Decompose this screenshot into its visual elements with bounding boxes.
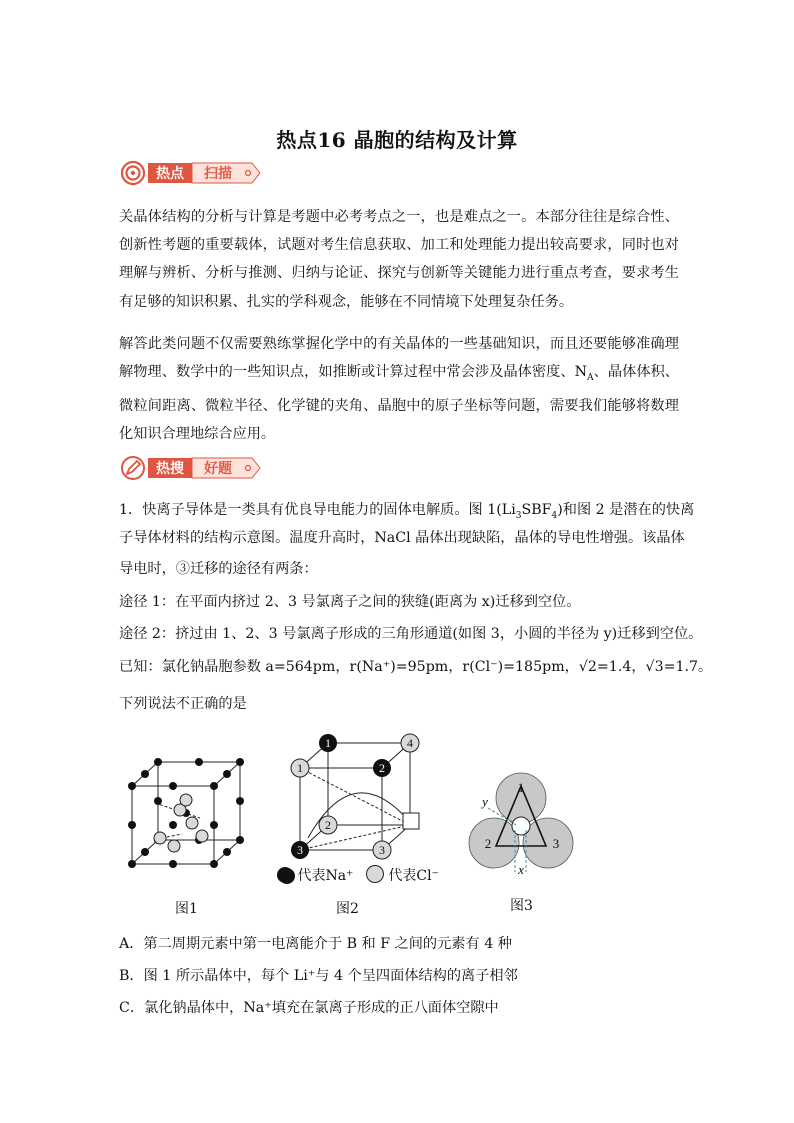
fig3-label: y <box>482 794 488 809</box>
question-stem-line-1: 1．快离子导体是一类具有优良导电能力的固体电解质。图 $1(Li_3SBF_4)$和图 2 是潜在的快离 <box>119 502 695 521</box>
question-ask: 下列说法不正确的是 <box>119 696 247 712</box>
known-values: 已知：氯化钠晶胞参数 a=564pm，r(Na⁺)=95pm，r(Cl⁻)=185pm，√2=1.4，√3=1.7。 <box>119 659 713 675</box>
route-1: 途径 1：在平面内挤过 2、3 号氯离子之间的狭缝(距离为 x)迁移到空位。 <box>119 594 581 610</box>
figure-2-legend <box>277 865 439 885</box>
pencil-icon <box>122 457 144 479</box>
hot-scan-badge <box>120 160 260 186</box>
question-stem-line-2: 子导体材料的结构示意图。温度升高时，NaCl 晶体出现缺陷，晶体的导电性增强。该晶体 <box>119 530 685 546</box>
route-2: 途径 2：挤过由 1、2、3 号氯离子形成的三角形通道(如图 3，小圆的半径为 y)迁移到空位。 <box>119 626 703 642</box>
badge-right-text: 好题 <box>204 461 232 477</box>
na-legend-marker <box>277 867 293 883</box>
hot-search-badge <box>120 455 260 481</box>
option-a: A．第二周期元素中第一电离能介于 B 和 F 之间的元素有 4 种 <box>119 936 512 952</box>
fig3-label: 3 <box>552 836 560 851</box>
figure-2-diagram <box>283 728 443 888</box>
figure-1-diagram <box>120 748 260 878</box>
option-c: C．氯化钠晶体中，Na⁺填充在氯离子形成的正八面体空隙中 <box>119 1000 499 1016</box>
figure-3-caption: 图3 <box>510 898 533 914</box>
na-legend-label: 代表Na⁺ <box>297 868 354 884</box>
figure-1-caption: 图1 <box>175 901 198 917</box>
figure-2-caption: 图2 <box>336 901 359 917</box>
option-b: B．图 1 所示晶体中，每个 Li⁺与 4 个呈四面体结构的离子相邻 <box>119 968 518 984</box>
fig3-label: 2 <box>484 836 492 851</box>
figure-3-diagram <box>468 768 578 878</box>
fig3-label: x <box>518 862 524 877</box>
target-icon <box>122 162 144 184</box>
fig2-label: 1 <box>325 736 331 750</box>
badge-right-text: 扫描 <box>204 166 232 182</box>
cl-legend-marker <box>366 865 384 883</box>
fig2-label: 2 <box>379 761 385 775</box>
question-stem-line-3: 导电时，③迁移的途径有两条： <box>119 561 318 577</box>
intro-paragraph-2: 解答此类问题不仅需要熟练掌握化学中的有关晶体的一些基础知识，而且还要能够准确理解物理、数学中的一些知识点，如推断或计算过程中常会涉及晶体密度、$N_A$、晶体体积、微粒间距离、微粒半径、化学键的夹角、晶胞中的原子坐标等问题，需要我们能够将数理化知识合理地综合应用。 <box>119 336 679 443</box>
fig3-label: 1 <box>517 780 525 795</box>
page-title: 热点16 晶胞的结构及计算 <box>276 128 518 152</box>
fig2-label: 4 <box>407 736 413 750</box>
intro-paragraph-1: 关晶体结构的分析与计算是考题中必考考点之一，也是难点之一。本部分往往是综合性、创新性考题的重要载体，试题对考生信息获取、加工和处理能力提出较高要求，同时也对理解与辨析、分析与推测、归纳与论证、探究与创新等关键能力进行重点考查，要求考生有足够的知识积累、扎实的学科观念，能够在不同情境下处理复杂任务。 <box>119 209 679 310</box>
badge-left-text: 热点 <box>156 166 184 182</box>
fig2-label: 2 <box>325 818 331 832</box>
fig2-label: 3 <box>379 843 385 857</box>
fig2-label: 3 <box>297 843 303 857</box>
cl-legend-label: 代表Cl⁻ <box>388 868 439 884</box>
fig2-label: 1 <box>297 761 303 775</box>
badge-left-text: 热搜 <box>156 461 184 477</box>
